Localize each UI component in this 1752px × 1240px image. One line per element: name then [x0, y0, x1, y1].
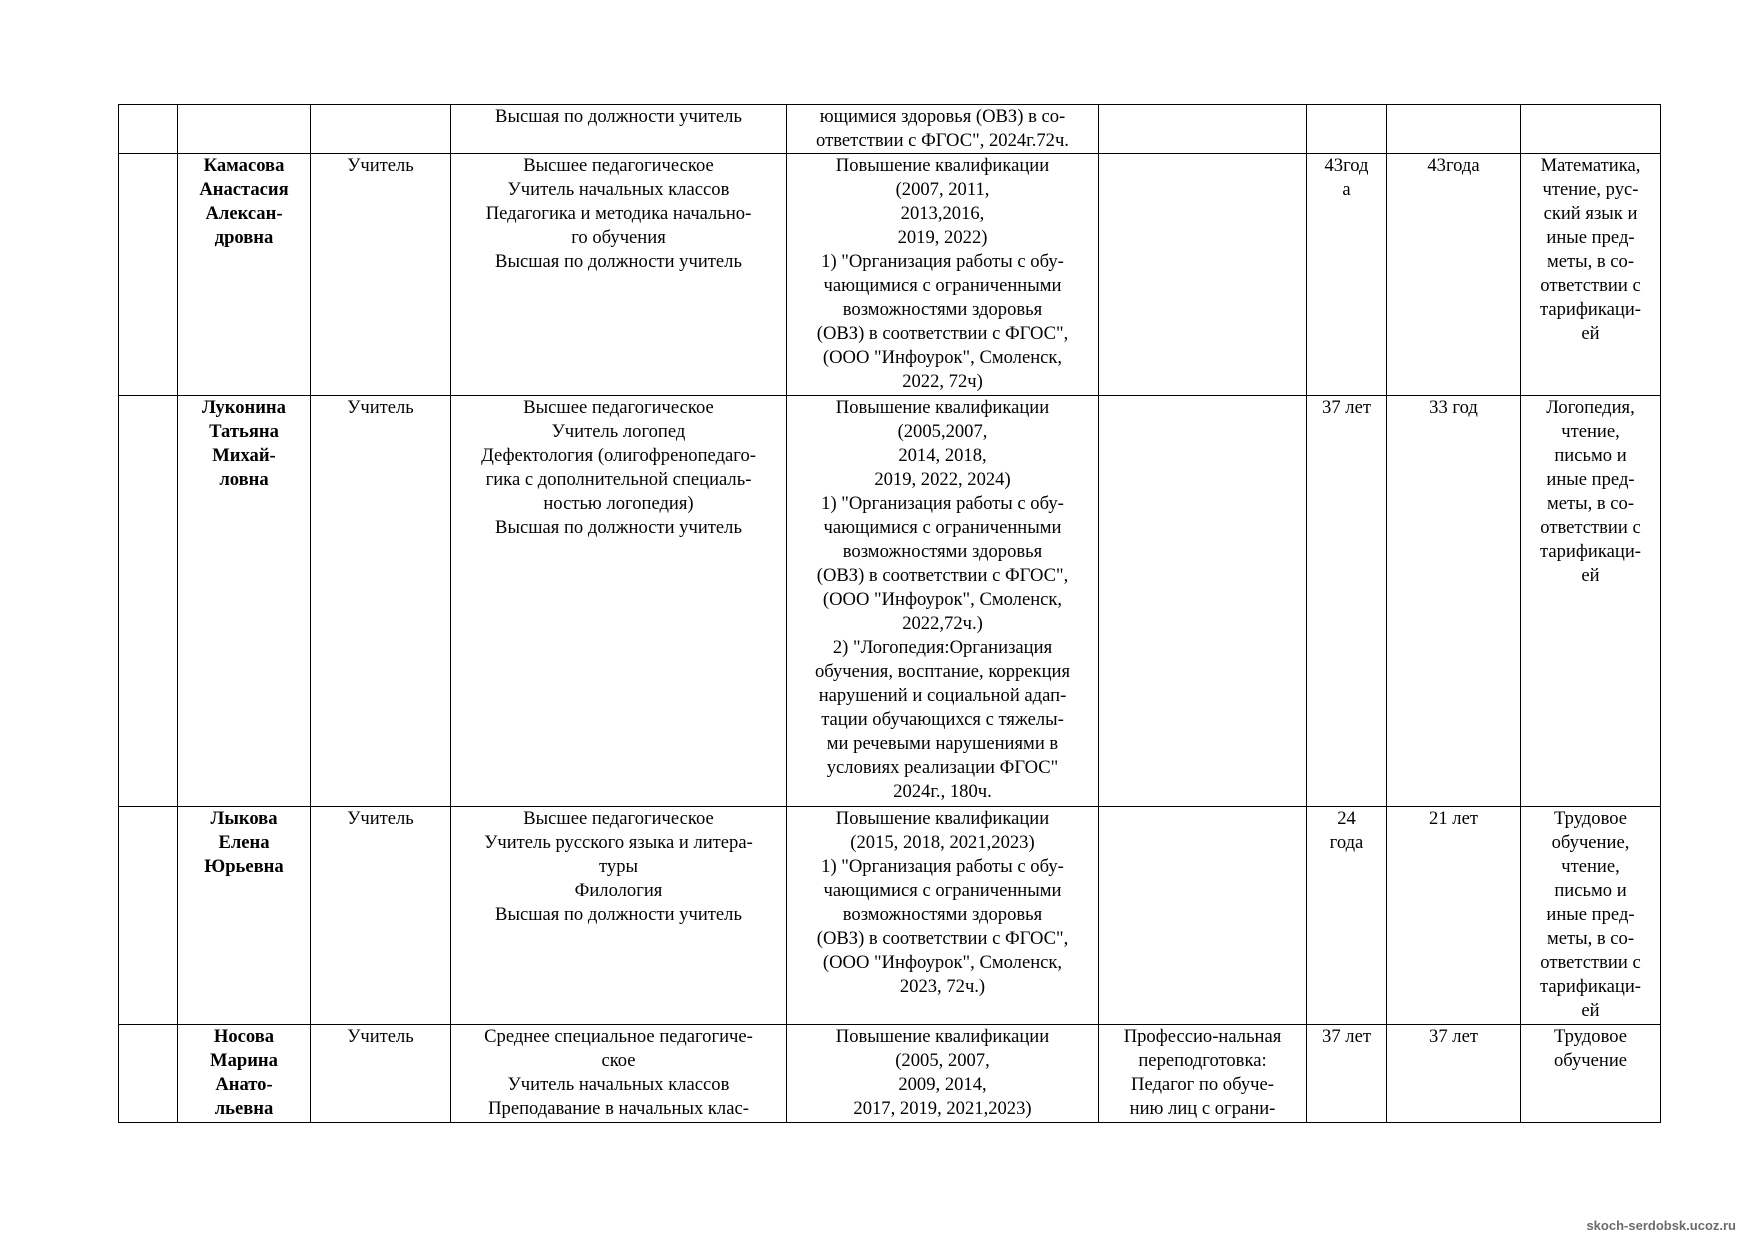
- cell-education: [451, 154, 787, 396]
- cell-line: (ООО "Инфоурок", Смоленск,: [822, 347, 1063, 368]
- cell-education: [451, 1025, 787, 1123]
- cell-qualification: [787, 396, 1099, 807]
- cell-line: Профессио-нальная: [1123, 1026, 1282, 1047]
- cell-line: Камасова: [203, 155, 285, 176]
- cell-position: Учитель: [311, 154, 451, 396]
- cell-line: обучение: [1553, 1050, 1628, 1071]
- table-row: [119, 396, 1661, 807]
- cell-qualification: [787, 1025, 1099, 1123]
- cell-line: 2013,2016,: [900, 203, 985, 224]
- cell-line: гика с дополнительной специаль-: [485, 469, 752, 490]
- cell-line: Высшее педагогическое: [523, 808, 714, 829]
- cell-line: Педагогика и методика начально-: [485, 203, 752, 224]
- cell-line: 2022,72ч.): [902, 613, 983, 634]
- cell-line: Учитель русского языка и литера-: [484, 832, 753, 853]
- cell-retraining: [1099, 154, 1307, 396]
- cell-line: 37 лет: [1322, 397, 1371, 418]
- cell-line: (2015, 2018, 2021,2023): [850, 832, 1035, 853]
- cell-retraining: [1099, 1025, 1307, 1123]
- cell-line: 1) "Организация работы с обу-: [821, 493, 1064, 514]
- cell-line: Высшая по должности учитель: [495, 517, 742, 538]
- cell-line: чающимися с ограниченными: [823, 275, 1062, 296]
- cell-line: тарификаци-: [1540, 299, 1641, 320]
- cell-teacher-name: [178, 396, 311, 807]
- cell-total-experience: [1307, 1025, 1387, 1123]
- cell-line: чающимися с ограниченными: [823, 517, 1062, 538]
- cell-line: 43год: [1324, 155, 1369, 176]
- cell-line: возможностями здоровья: [842, 299, 1043, 320]
- cell-line: Высшее педагогическое: [523, 397, 714, 418]
- staff-table: [118, 104, 1661, 1123]
- cell-line: 2019, 2022): [897, 227, 988, 248]
- cell-line: а: [1342, 179, 1351, 200]
- table-row: [119, 807, 1661, 1025]
- cell-line: ей: [1581, 1000, 1600, 1021]
- cell-line: (2005, 2007,: [895, 1050, 990, 1071]
- cell-line: тарификаци-: [1540, 976, 1641, 997]
- cell-line: 2014, 2018,: [898, 445, 987, 466]
- cell-education: [451, 396, 787, 807]
- cell-line: нарушений и социальной адап-: [818, 685, 1067, 706]
- cell-line: Михай-: [212, 445, 276, 466]
- cell-total-experience: [1307, 396, 1387, 807]
- cell-line: ей: [1581, 565, 1600, 586]
- cell-line: (ОВЗ) в соответствии с ФГОС",: [816, 565, 1069, 586]
- cell-line: туры: [599, 856, 638, 877]
- cell-line: дровна: [214, 227, 274, 248]
- cell-line: Лыкова: [210, 808, 278, 829]
- cell-line: Логопедия,: [1546, 397, 1635, 418]
- cell-line: обучения, восптание, коррекция: [814, 661, 1071, 682]
- cell-line: льевна: [214, 1098, 274, 1119]
- cell-line: Преподавание в начальных клас-: [488, 1098, 749, 1119]
- cell-number: [119, 105, 178, 154]
- cell-line: 2017, 2019, 2021,2023): [853, 1098, 1032, 1119]
- cell-teacher-name: [178, 105, 311, 154]
- cell-teacher-name: [178, 1025, 311, 1123]
- cell-line: 21 лет: [1429, 808, 1478, 829]
- cell-line: 43года: [1427, 155, 1480, 176]
- cell-line: (ООО "Инфоурок", Смоленск,: [822, 589, 1063, 610]
- cell-line: Математика,: [1540, 155, 1641, 176]
- cell-total-experience: [1307, 807, 1387, 1025]
- cell-line: возможностями здоровья: [842, 904, 1043, 925]
- cell-line: Высшее педагогическое: [523, 155, 714, 176]
- cell-line: 37 лет: [1429, 1026, 1478, 1047]
- cell-pedagogical-experience: [1387, 154, 1521, 396]
- cell-subjects: [1521, 396, 1661, 807]
- cell-line: тарификаци-: [1540, 541, 1641, 562]
- cell-line: тации обучающихся с тяжелы-: [821, 709, 1064, 730]
- cell-line: ми речевыми нарушениями в: [826, 733, 1059, 754]
- cell-qualification: [787, 154, 1099, 396]
- cell-line: ответствии с: [1540, 275, 1641, 296]
- cell-line: Луконина: [202, 397, 286, 418]
- cell-pedagogical-experience: [1387, 807, 1521, 1025]
- cell-position: [311, 105, 451, 154]
- cell-line: 2023, 72ч.): [899, 976, 986, 997]
- cell-position: Учитель: [311, 396, 451, 807]
- cell-line: 2022, 72ч): [902, 371, 983, 392]
- cell-line: нию лиц с ограни-: [1129, 1098, 1276, 1119]
- cell-teacher-name: [178, 154, 311, 396]
- cell-line: Учитель начальных классов: [507, 1074, 730, 1095]
- cell-line: чтение,: [1561, 421, 1620, 442]
- cell-teacher-name: [178, 807, 311, 1025]
- cell-retraining: [1099, 396, 1307, 807]
- cell-pedagogical-experience: [1387, 105, 1521, 154]
- cell-line: (ООО "Инфоурок", Смоленск,: [822, 952, 1063, 973]
- cell-retraining: [1099, 105, 1307, 154]
- cell-line: Дефектология (олигофренопедаго-: [481, 445, 756, 466]
- cell-subjects: [1521, 105, 1661, 154]
- cell-line: чтение, рус-: [1542, 179, 1639, 200]
- cell-line: ей: [1581, 323, 1600, 344]
- cell-line: 2024г., 180ч.: [893, 781, 992, 802]
- cell-line: ответствии с: [1540, 517, 1641, 538]
- cell-line: Марина: [210, 1050, 278, 1071]
- cell-line: меты, в со-: [1546, 493, 1635, 514]
- cell-subjects: [1521, 1025, 1661, 1123]
- cell-line: Анастасия: [199, 179, 289, 200]
- cell-line: ющимися здоровья (ОВЗ) в со-: [819, 106, 1066, 127]
- cell-line: иные пред-: [1546, 904, 1635, 925]
- cell-line: Повышение квалификации: [835, 155, 1050, 176]
- cell-qualification: [787, 105, 1099, 154]
- cell-line: ское: [601, 1050, 636, 1071]
- cell-position: Учитель: [311, 807, 451, 1025]
- cell-line: ностью логопедия): [543, 493, 694, 514]
- cell-subjects: [1521, 154, 1661, 396]
- cell-line: Елена: [218, 832, 270, 853]
- cell-line: Учитель начальных классов: [507, 179, 730, 200]
- cell-line: меты, в со-: [1546, 251, 1635, 272]
- cell-number: [119, 154, 178, 396]
- cell-line: 2) "Логопедия:Организация: [832, 637, 1053, 658]
- cell-line: Носова: [213, 1026, 275, 1047]
- cell-line: 2019, 2022, 2024): [874, 469, 1011, 490]
- cell-line: Учитель логопед: [551, 421, 686, 442]
- cell-line: чтение,: [1561, 856, 1620, 877]
- cell-line: Повышение квалификации: [835, 1026, 1050, 1047]
- cell-line: письмо и: [1554, 445, 1627, 466]
- cell-pedagogical-experience: [1387, 1025, 1521, 1123]
- table-row: [119, 105, 1661, 154]
- cell-line: 24: [1337, 808, 1356, 829]
- cell-line: ответствии с: [1540, 952, 1641, 973]
- cell-line: Высшая по должности учитель: [495, 106, 742, 127]
- cell-line: ловна: [219, 469, 269, 490]
- cell-subjects: [1521, 807, 1661, 1025]
- cell-line: 33 год: [1429, 397, 1478, 418]
- cell-line: Алексан-: [205, 203, 283, 224]
- cell-line: условиях реализации ФГОС": [826, 757, 1059, 778]
- cell-line: Повышение квалификации: [835, 808, 1050, 829]
- cell-line: письмо и: [1554, 880, 1627, 901]
- cell-line: года: [1329, 832, 1364, 853]
- cell-line: 2009, 2014,: [898, 1074, 987, 1095]
- cell-line: Высшая по должности учитель: [495, 251, 742, 272]
- cell-line: Татьяна: [209, 421, 279, 442]
- cell-line: Высшая по должности учитель: [495, 904, 742, 925]
- cell-line: Трудовое: [1553, 1026, 1627, 1047]
- cell-total-experience: [1307, 105, 1387, 154]
- cell-line: ответствии с ФГОС", 2024г.72ч.: [816, 130, 1069, 151]
- cell-position: Учитель: [311, 1025, 451, 1123]
- cell-total-experience: [1307, 154, 1387, 396]
- site-watermark: skoch-serdobsk.ucoz.ru: [1586, 1218, 1736, 1233]
- cell-line: 1) "Организация работы с обу-: [821, 856, 1064, 877]
- cell-line: ский язык и: [1543, 203, 1638, 224]
- cell-line: (2005,2007,: [897, 421, 988, 442]
- cell-line: (ОВЗ) в соответствии с ФГОС",: [816, 928, 1069, 949]
- cell-line: возможностями здоровья: [842, 541, 1043, 562]
- cell-line: Анато-: [215, 1074, 273, 1095]
- cell-line: 37 лет: [1322, 1026, 1371, 1047]
- table-row: [119, 1025, 1661, 1123]
- cell-line: Трудовое: [1553, 808, 1627, 829]
- cell-line: переподготовка:: [1138, 1050, 1267, 1071]
- cell-line: (2007, 2011,: [895, 179, 990, 200]
- cell-retraining: [1099, 807, 1307, 1025]
- cell-number: [119, 396, 178, 807]
- cell-line: (ОВЗ) в соответствии с ФГОС",: [816, 323, 1069, 344]
- cell-line: Педагог по обуче-: [1131, 1074, 1274, 1095]
- cell-line: иные пред-: [1546, 227, 1635, 248]
- cell-line: Филология: [574, 880, 663, 901]
- cell-line: обучение,: [1551, 832, 1630, 853]
- cell-education: [451, 105, 787, 154]
- cell-line: 1) "Организация работы с обу-: [821, 251, 1064, 272]
- table-row: [119, 154, 1661, 396]
- cell-line: меты, в со-: [1546, 928, 1635, 949]
- cell-line: Повышение квалификации: [835, 397, 1050, 418]
- cell-number: [119, 1025, 178, 1123]
- cell-line: иные пред-: [1546, 469, 1635, 490]
- cell-line: Юрьевна: [204, 856, 284, 877]
- cell-number: [119, 807, 178, 1025]
- cell-qualification: [787, 807, 1099, 1025]
- cell-line: чающимися с ограниченными: [823, 880, 1062, 901]
- cell-pedagogical-experience: [1387, 396, 1521, 807]
- cell-education: [451, 807, 787, 1025]
- cell-line: го обучения: [571, 227, 666, 248]
- cell-line: Среднее специальное педагогиче-: [484, 1026, 753, 1047]
